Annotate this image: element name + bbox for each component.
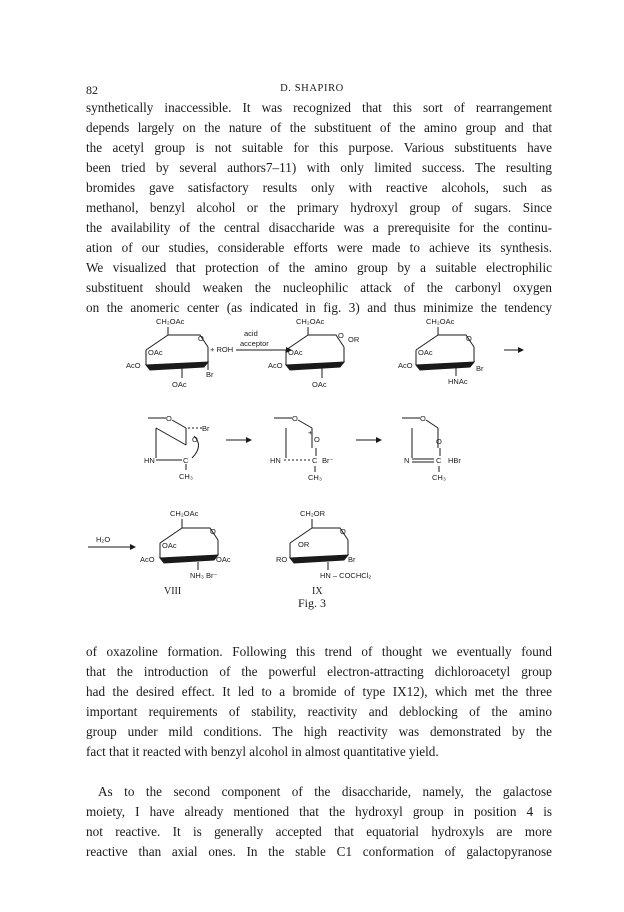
svg-text:CH₂OAc: CH₂OAc (296, 317, 325, 326)
svg-text:+ ROH: + ROH (210, 345, 234, 354)
svg-text:OR: OR (348, 335, 360, 344)
structure-ix (276, 509, 371, 597)
svg-text:O: O (198, 334, 204, 343)
text-line: depends largely on the nature of the substituent of the amino group and that (86, 120, 552, 135)
svg-text:O: O (192, 435, 198, 444)
svg-text:Br: Br (206, 370, 214, 379)
svg-text:CH₃: CH₃ (432, 473, 446, 482)
text-line: substituent should weaken the nucleophilic attack of the carbonyl oxygen (86, 280, 552, 295)
svg-text:OAc: OAc (172, 380, 187, 389)
svg-text:CH₂OAc: CH₂OAc (426, 317, 455, 326)
paragraph-2 (86, 642, 552, 762)
text-line: on the anomeric center (as indicated in fig. 3) and thus minimize the tendency (86, 300, 552, 315)
text-line: that the introduction of the powerful electron-attracting dichloroacetyl group (86, 664, 552, 679)
text-line: methanol, benzyl alcohol or the primary hydroxyl group of sugars. Since (86, 200, 552, 215)
text-line: of oxazoline formation. Following this trend of thought we eventually found (86, 644, 552, 659)
svg-text:O: O (292, 414, 298, 423)
text-line: As to the second component of the disaccharide, namely, the galactose (98, 784, 552, 799)
svg-text:CH₃: CH₃ (308, 473, 322, 482)
svg-text:acceptor: acceptor (240, 339, 269, 348)
svg-text:IX: IX (312, 586, 323, 597)
svg-text:AcO: AcO (140, 555, 155, 564)
svg-text:Br: Br (476, 364, 484, 373)
svg-text:Br: Br (202, 424, 210, 433)
svg-text:C: C (183, 456, 189, 465)
text-line: not reactive. It is generally accepted that equatorial hydroxyls are more (86, 824, 552, 839)
text-line: the acetyl group is not suitable for this purpose. Various substituents have (86, 140, 552, 155)
paragraph-1 (86, 98, 552, 318)
svg-text:C: C (312, 456, 318, 465)
svg-text:OAc: OAc (216, 555, 231, 564)
svg-text:HN: HN (270, 456, 281, 465)
svg-text:OAc: OAc (312, 380, 327, 389)
svg-text:OR: OR (298, 540, 310, 549)
reaction-scheme (86, 310, 552, 610)
svg-text:HN: HN (144, 456, 155, 465)
svg-text:CH₂OR: CH₂OR (300, 509, 325, 518)
svg-text:AcO: AcO (398, 361, 413, 370)
svg-text:O: O (210, 527, 216, 536)
svg-text:HNAc: HNAc (448, 377, 468, 386)
arrow-acid-acceptor (236, 329, 292, 353)
svg-text:OAc: OAc (418, 348, 433, 357)
svg-text:N: N (404, 456, 410, 465)
text-line: We visualized that protection of the amino group by a suitable electrophilic (86, 260, 552, 275)
paragraph-3 (86, 782, 552, 862)
svg-text:C: C (436, 456, 442, 465)
svg-text:HN – COCHCl₂: HN – COCHCl₂ (320, 571, 372, 580)
fragment-3-oxazoline (402, 414, 461, 482)
svg-text:O: O (338, 331, 344, 340)
text-line: important requirements of stability, reactivity and deblocking of the amino (86, 704, 552, 719)
svg-text:O: O (166, 414, 172, 423)
text-line: synthetically inaccessible. It was recognized that this sort of rearrangement (86, 100, 552, 115)
svg-text:O: O (466, 334, 472, 343)
svg-text:CH₃: CH₃ (179, 472, 193, 481)
svg-text:O: O (340, 527, 346, 536)
svg-text:CH₂OAc: CH₂OAc (170, 509, 199, 518)
svg-text:CH₂OAc: CH₂OAc (156, 317, 185, 326)
svg-text:O: O (420, 414, 426, 423)
fragment-1 (144, 414, 252, 481)
svg-text:acid: acid (244, 329, 258, 338)
svg-text:OAc: OAc (162, 541, 177, 550)
structure-glycosyl-bromide (126, 317, 233, 389)
text-line: the availability of the central disaccharide was a prerequisite for the continu- (86, 220, 552, 235)
svg-text:Br: Br (348, 555, 356, 564)
fragment-2 (270, 414, 382, 482)
text-line: moiety, I have already mentioned that the hydroxyl group in position 4 is (86, 804, 552, 819)
figure-3 (86, 310, 552, 610)
structure-glycoside (268, 317, 360, 389)
figure-caption: Fig. 3 (297, 596, 326, 610)
svg-text:HBr: HBr (448, 456, 461, 465)
structure-nhac-bromide (398, 317, 524, 386)
svg-text:AcO: AcO (126, 361, 141, 370)
text-line: been tried by several authors7–11) with only limited success. The resulting (86, 160, 552, 175)
text-line: ation of our studies, considerable efforts were made to achieve its synthesis. (86, 240, 552, 255)
svg-text:Br⁻: Br⁻ (322, 456, 334, 465)
svg-text:O: O (436, 437, 442, 446)
svg-text:NH₃ Br⁻: NH₃ Br⁻ (190, 571, 218, 580)
svg-text:OAc: OAc (288, 348, 303, 357)
text-line: fact that it reacted with benzyl alcohol in almost quantitative yield. (86, 744, 439, 759)
svg-text:H₂O: H₂O (96, 535, 111, 544)
text-line: bromides gave satisfactory results only with reactive alcohols, such as (86, 180, 552, 195)
text-line: group under mild conditions. The high reactivity was demonstrated by the (86, 724, 552, 739)
svg-text:AcO: AcO (268, 361, 283, 370)
text-line: had the desired effect. It led to a bromide of type IX12), which met the three (86, 684, 552, 699)
svg-text:O: O (314, 435, 320, 444)
svg-text:+: + (308, 428, 313, 437)
svg-text:OAc: OAc (148, 348, 163, 357)
svg-text:RO: RO (276, 555, 288, 564)
svg-text:VIII: VIII (164, 586, 182, 597)
text-line: reactive than axial ones. In the stable C1 conformation of galactopyranose (86, 844, 552, 859)
running-head: D. SHAPIRO (280, 83, 344, 94)
page-number: 82 (86, 83, 98, 97)
structure-viii (88, 509, 231, 597)
